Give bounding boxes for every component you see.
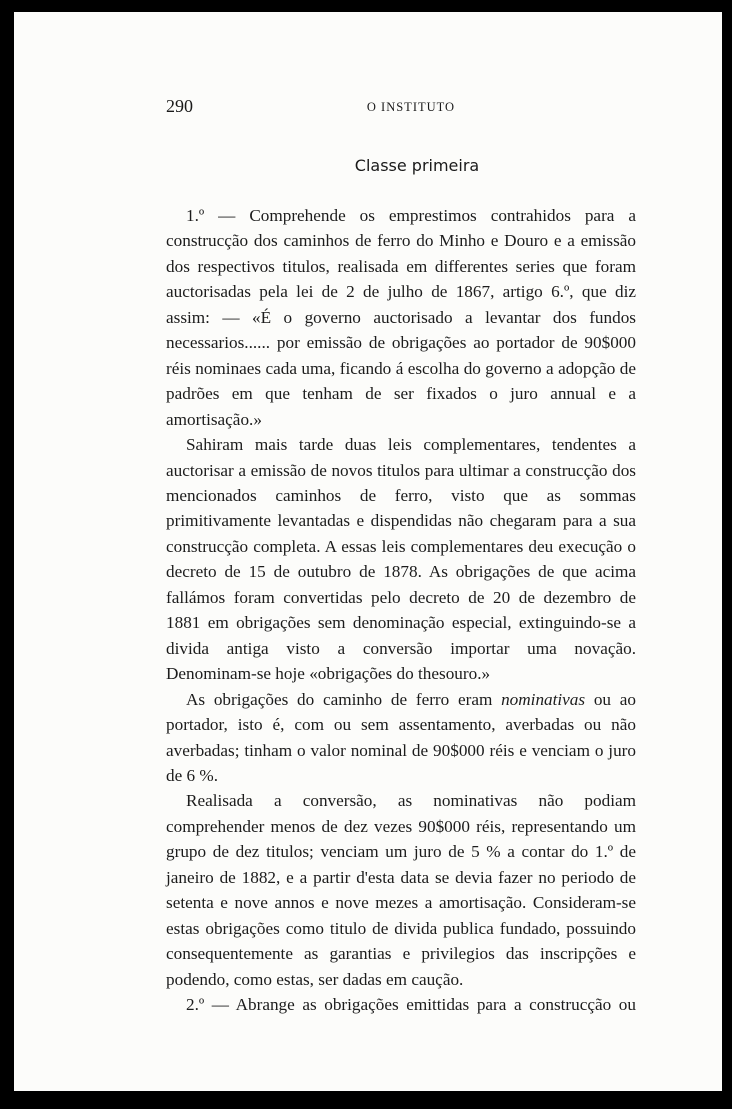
page-header [166,96,636,118]
paragraph-3-text-start: As obrigações do caminho de ferro eram [186,689,502,709]
paragraph-4: Realisada a conversão, as nominativas não podiam comprehender menos de dez vezes 90$000 réis, representando um grupo de dez titulos; venciam um juro de 5 % a contar do 1.º de janeiro de 1882, e a partir d'esta data se devia fazer no periodo de setenta e nove annos e nove mezes a amortisação. Consideram-se estas obrigações como titulo de divida publica fundado, possuindo consequentemente as garantias e privilegios das inscripções e podendo, como estas, ser dadas em caução. [166,791,636,989]
paragraph-3 [166,687,636,789]
section-title: Classe primeira [354,156,480,175]
body-text [166,203,636,1018]
italic-term: nominativas [501,689,586,709]
paragraph-1: 1.º — Comprehende os emprestimos contrahidos para a construcção dos caminhos de ferro do Minho e Douro e a emissão dos respectivos titulos, realisada em differentes series que foram auctorisadas pela lei de 2 de julho de 1867, artigo 6.º, que diz assim: — «É o governo auctorisado a levantar dos fundos necessarios...... por emissão de obrigações ao portador de 90$000 réis nominaes cada uma, ficando á escolha do governo a adopção de padrões em que tenham de ser fixados o juro annual e a amortisação.» [166,206,636,429]
paragraph-2: Sahiram mais tarde duas leis complementares, tendentes a auctorisar a emissão de novos titulos para ultimar a construcção dos mencionados caminhos de ferro, visto que as sommas primitivamente levantadas e dispendidas não chegaram para a sua construcção completa. A essas leis complementares deu execução o decreto de 15 de outubro de 1878. As obrigações de que acima fallámos foram convertidas pelo decreto de 20 de dezembro de 1881 em obrigações sem denominação especial, extinguindo-se a divida antiga visto a conversão importar uma novação. Denominam-se hoje «obrigações do thesouro.» [166,435,636,684]
page-number: 290 [166,96,193,116]
paragraph-3-text-end: ou ao portador, isto é, com ou sem assentamento, averbadas ou não averbadas; tinham o valor nominal de 90$000 réis e venciam o juro de 6 %. [166,689,636,785]
running-title: O INSTITUTO [366,100,456,114]
paragraph-5: 2.º — Abrange as obrigações emittidas para a construcção ou [186,995,636,1015]
